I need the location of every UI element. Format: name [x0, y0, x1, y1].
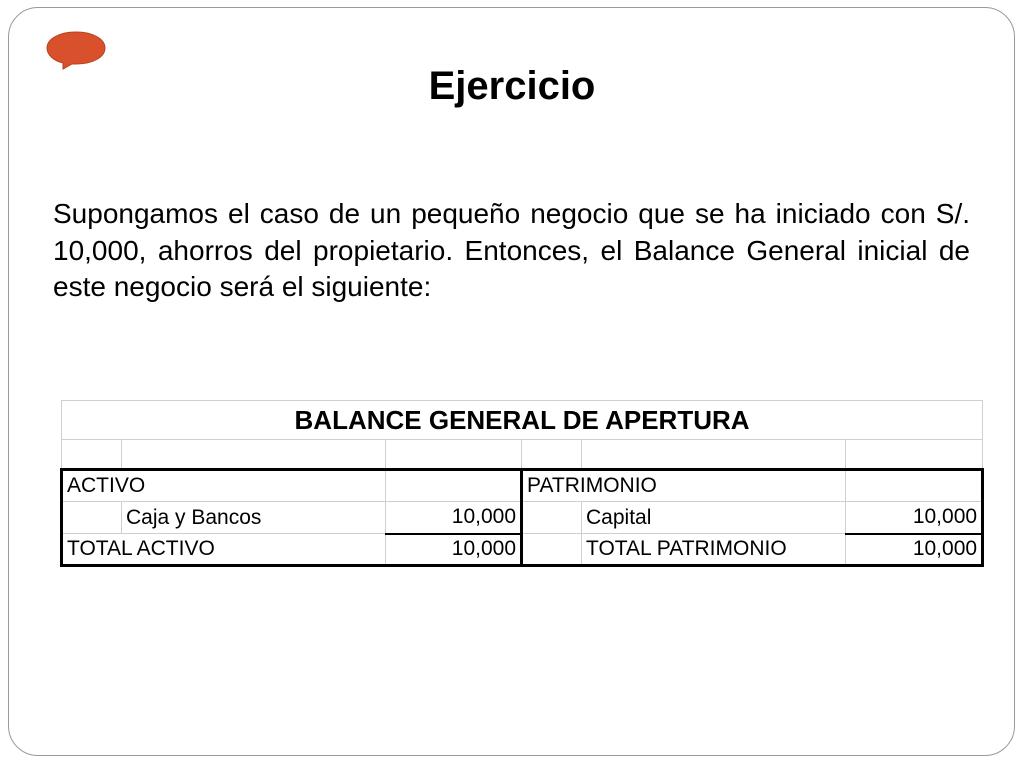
- activo-item-label: Caja y Bancos: [122, 502, 386, 534]
- empty-cell: [62, 502, 122, 534]
- empty-cell: [62, 440, 122, 470]
- empty-cell: [522, 534, 582, 566]
- empty-cell: [846, 440, 983, 470]
- patrimonio-item-label: Capital: [582, 502, 846, 534]
- table-total-row: [62, 534, 983, 566]
- empty-cell: [386, 440, 522, 470]
- activo-header: ACTIVO: [62, 470, 386, 502]
- empty-cell: [522, 502, 582, 534]
- empty-cell: [386, 470, 522, 502]
- table-blank-row: [62, 440, 983, 470]
- balance-sheet-table: [60, 400, 984, 567]
- table-title-row: [62, 401, 983, 440]
- empty-cell: [122, 440, 386, 470]
- intro-paragraph: Supongamos el caso de un pequeño negocio que se ha iniciado con S/. 10,000, ahorros del propietario. Entonces, el Balance General inicial de este negocio será el siguiente:: [53, 198, 970, 302]
- activo-item-value: 10,000: [386, 502, 522, 534]
- table-header-row: [62, 470, 983, 502]
- empty-cell: [582, 440, 846, 470]
- empty-cell: [522, 440, 582, 470]
- slide-title: Ejercicio: [428, 64, 596, 108]
- total-patrimonio-label: TOTAL PATRIMONIO: [582, 534, 846, 566]
- total-activo-value: 10,000: [386, 534, 522, 566]
- empty-cell: [846, 470, 983, 502]
- table-title: BALANCE GENERAL DE APERTURA: [62, 401, 983, 440]
- patrimonio-header: PATRIMONIO: [522, 470, 846, 502]
- total-patrimonio-value: 10,000: [846, 534, 983, 566]
- table-row: [62, 502, 983, 534]
- slide-frame: [8, 7, 1015, 756]
- total-activo-label: TOTAL ACTIVO: [62, 534, 386, 566]
- patrimonio-item-value: 10,000: [846, 502, 983, 534]
